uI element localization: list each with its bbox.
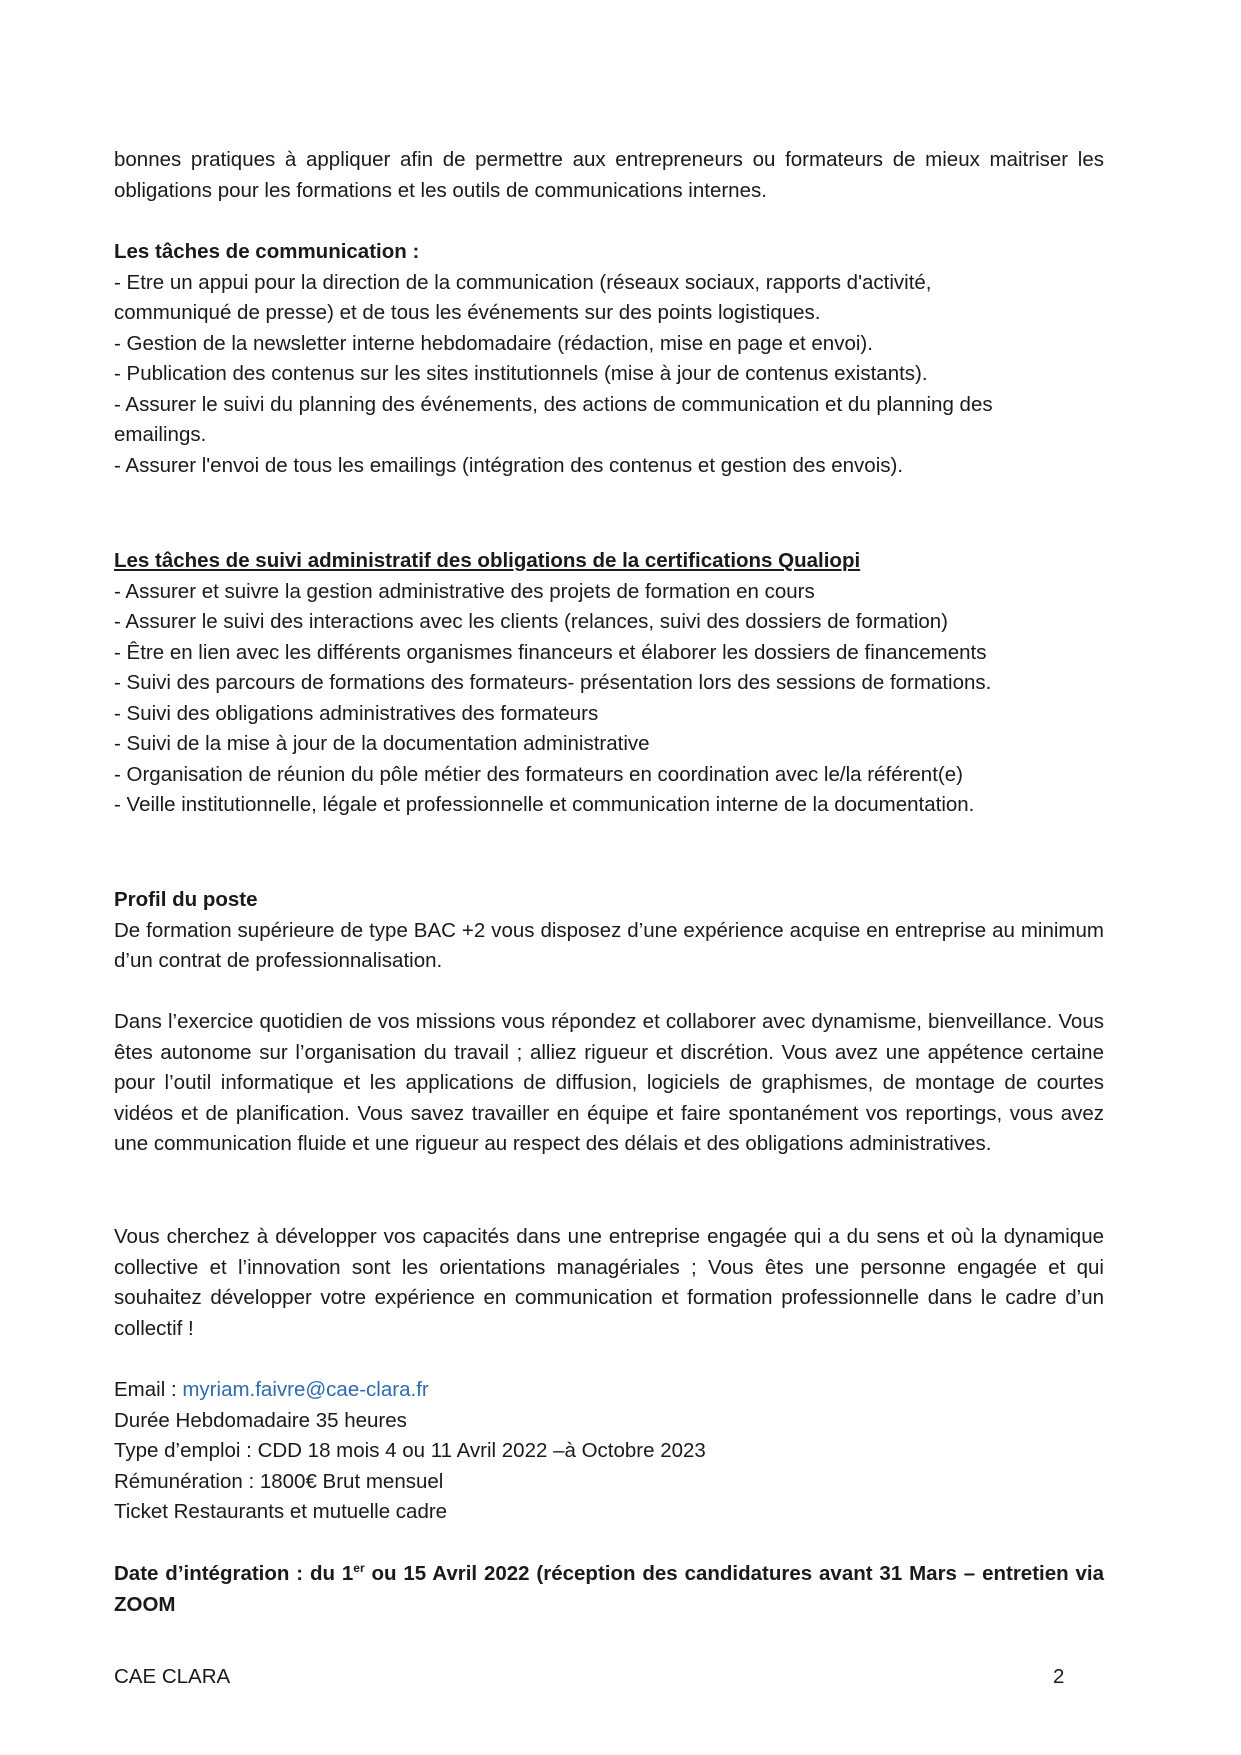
contract-line: Type d’emploi : CDD 18 mois 4 ou 11 Avril 2022 –à Octobre 2023 [114, 1439, 706, 1462]
profile-paragraph: Dans l’exercice quotidien de vos missions vous répondez et collaborer avec dynamisme, bienveillance. Vous êtes autonome sur l’organisation du travail ; alliez rigueur et discrétion. Vous avez une appétence certaine pour l’outil informatique et les applications de diffusion, logiciels de graphismes, de montage de courtes vidéos et de planification. Vous savez travailler en équipe et faire spontanément vos reportings, vous avez une communication fluide et une rigueur au respect des délais et des obligations administratives. [114, 1010, 1104, 1155]
profile-paragraph: Vous cherchez à développer vos capacités dans une entreprise engagée qui a du sens et où la dynamique collective et l’innovation sont les orientations managériales ; Vous êtes une personne engagée et qui souhaitez développer votre expérience en communication et formation professionnelle dans le cadre d’un collectif ! [114, 1225, 1104, 1340]
list-item: - Etre un appui pour la direction de la communication (réseaux sociaux, rapports d'activité, [114, 270, 932, 294]
profile-heading: Profil du poste [114, 888, 258, 911]
list-item: - Suivi de la mise à jour de la documentation administrative [114, 732, 650, 755]
profile-section [114, 885, 1104, 977]
salary-line: Rémunération : 1800€ Brut mensuel [114, 1469, 444, 1493]
list-item: - Assurer et suivre la gestion administrative des projets de formation en cours [114, 579, 815, 603]
communication-section [114, 237, 1104, 481]
page-number: 2 [1053, 1665, 1065, 1688]
intro-paragraph: bonnes pratiques à appliquer afin de permettre aux entrepreneurs ou formateurs de mieux maitriser les obligations pour les formations et les outils de communications internes. [114, 148, 1104, 202]
email-label: Email : [114, 1378, 183, 1401]
integration-superscript: er [353, 1561, 365, 1576]
list-item: - Veille institutionnelle, légale et professionnelle et communication interne de la documentation. [114, 793, 975, 816]
list-item: - Être en lien avec les différents organismes financeurs et élaborer les dossiers de financements [114, 640, 987, 664]
admin-heading: Les tâches de suivi administratif des obligations de la certifications Qualiopi [114, 549, 861, 572]
integration-text-end: ou 15 Avril 2022 (réception des candidatures avant 31 Mars – entretien via ZOOM [114, 1562, 1104, 1616]
details-section [114, 1375, 1104, 1528]
list-item: - Suivi des obligations administratives des formateurs [114, 701, 599, 725]
list-item: - Assurer le suivi des interactions avec les clients (relances, suivi des dossiers de formation) [114, 610, 949, 633]
integration-text-start: Date d’intégration : du 1 [114, 1562, 354, 1585]
integration-date [114, 1559, 1104, 1620]
list-item: - Assurer l'envoi de tous les emailings (intégration des contenus et gestion des envois). [114, 453, 904, 477]
duration-line: Durée Hebdomadaire 35 heures [114, 1408, 407, 1432]
footer-company: CAE CLARA [114, 1665, 231, 1688]
admin-section [114, 546, 1104, 821]
email-line [114, 1375, 1104, 1406]
benefits-line: Ticket Restaurants et mutuelle cadre [114, 1500, 448, 1523]
email-link[interactable]: myriam.faivre@cae-clara.fr [182, 1378, 429, 1401]
profile-paragraph: De formation supérieure de type BAC +2 vous disposez d’une expérience acquise en entreprise au minimum d’un contrat de professionnalisation. [114, 918, 1104, 972]
list-item: - Assurer le suivi du planning des événements, des actions de communication et du planning des [114, 392, 993, 416]
list-item: - Gestion de la newsletter interne hebdomadaire (rédaction, mise en page et envoi). [114, 331, 873, 355]
communication-heading: Les tâches de communication : [114, 240, 420, 263]
list-item: - Publication des contenus sur les sites institutionnels (mise à jour de contenus existants). [114, 362, 928, 385]
list-item: emailings. [114, 423, 207, 446]
list-item: - Organisation de réunion du pôle métier des formateurs en coordination avec le/la référent(e) [114, 762, 963, 786]
list-item: - Suivi des parcours de formations des formateurs- présentation lors des sessions de formations. [114, 671, 992, 694]
list-item: communiqué de presse) et de tous les événements sur des points logistiques. [114, 301, 821, 324]
